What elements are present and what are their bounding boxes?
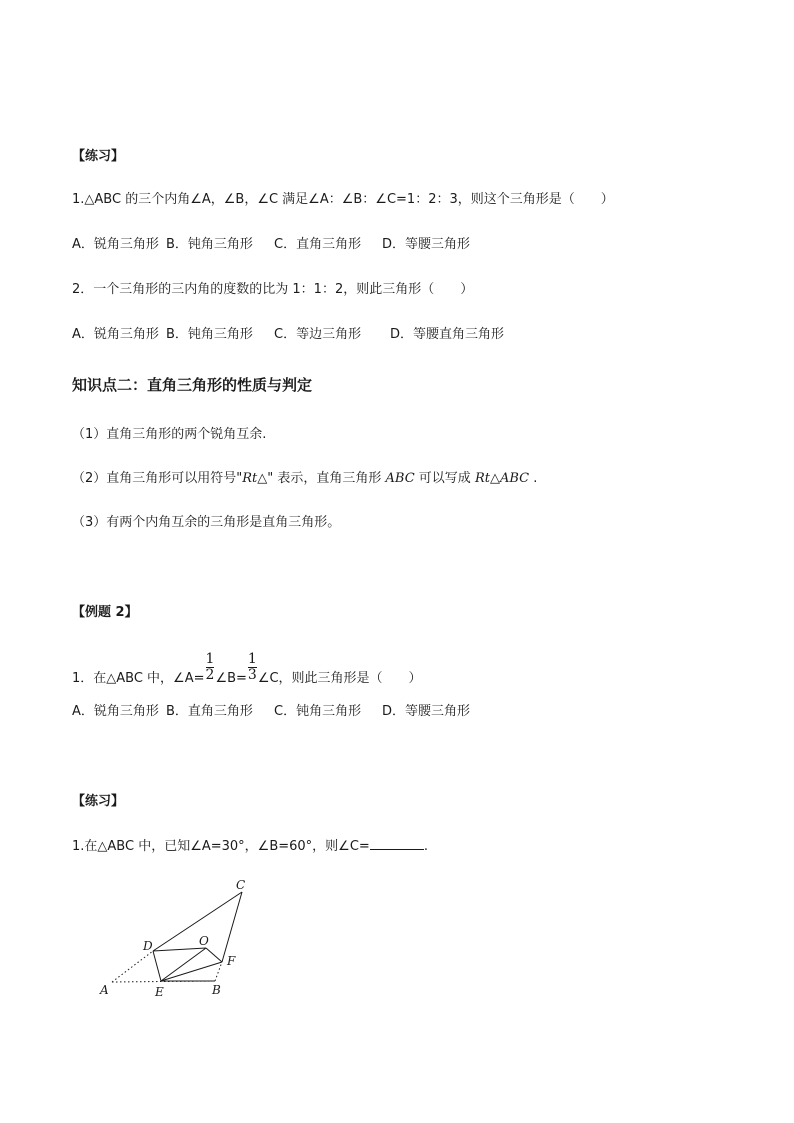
label-o: O [199, 934, 209, 948]
section-heading-knowledge-2: 知识点二：直角三角形的性质与判定 [72, 376, 313, 394]
text-fragment: " 表示，直角三角形 [267, 471, 386, 486]
practice-heading-2: 【练习】 [72, 794, 125, 809]
example-heading-2: 【例题 2】 [72, 605, 138, 620]
text-fragment: ∠B= [215, 671, 247, 686]
option-b: B．钝角三角形 [166, 237, 253, 252]
label-f: F [227, 954, 236, 968]
segment-of [206, 948, 222, 962]
option-d: D．等腰三角形 [382, 704, 471, 719]
option-a: A．锐角三角形 [72, 327, 159, 342]
fraction-denominator: 3 [247, 667, 257, 683]
text-fragment: 1．在△ABC 中，∠A= [72, 671, 205, 686]
option-a: A．锐角三角形 [72, 237, 159, 252]
segment-cf [222, 892, 242, 962]
label-d: D [143, 939, 153, 953]
segment-ef [161, 962, 222, 981]
text-fragment: . [423, 839, 428, 854]
option-b: B．直角三角形 [166, 704, 253, 719]
knowledge2-point-1: （1）直角三角形的两个锐角互余. [72, 427, 267, 442]
practice-heading-1: 【练习】 [72, 149, 125, 164]
option-d: D．等腰三角形 [382, 237, 471, 252]
label-a: A [100, 983, 109, 997]
fraction-numerator: 1 [205, 651, 215, 667]
knowledge2-point-3: （3）有两个内角互余的三角形是直角三角形。 [72, 515, 341, 530]
option-a: A．锐角三角形 [72, 704, 159, 719]
text-fragment: ∠C，则此三角形是（ ） [257, 671, 422, 686]
option-c: C．钝角三角形 [274, 704, 362, 719]
rt-triangle-symbol: Rt△ [242, 471, 268, 486]
fraction-denominator: 2 [205, 667, 215, 683]
segment-bf-dotted [215, 962, 222, 981]
rt-triangle-abc: Rt△ABC [474, 471, 530, 486]
label-b: B [212, 983, 221, 997]
label-e: E [155, 985, 164, 999]
option-d: D．等腰直角三角形 [390, 327, 505, 342]
text-fragment: . [529, 471, 538, 486]
text-fragment: （2）直角三角形可以用符号" [72, 471, 243, 486]
practice1-question-2: 2．一个三角形的三内角的度数的比为 1：1：2，则此三角形（ ） [72, 282, 474, 297]
segment-eo [161, 948, 206, 981]
segment-de [153, 951, 161, 981]
segment-dc [153, 892, 242, 951]
fraction-numerator: 1 [247, 651, 257, 667]
option-c: C．等边三角形 [274, 327, 362, 342]
text-fragment: 1.在△ABC 中，已知∠A=30°，∠B=60°，则∠C= [72, 839, 370, 854]
label-c: C [236, 878, 246, 892]
option-c: C．直角三角形 [274, 237, 362, 252]
text-fragment: 可以写成 [414, 471, 475, 486]
practice1-question-1: 1.△ABC 的三个内角∠A，∠B，∠C 满足∠A：∠B：∠C=1：2：3，则这个三角形是（ ） [72, 192, 614, 207]
triangle-name: ABC [385, 471, 415, 486]
option-b: B．钝角三角形 [166, 327, 253, 342]
segment-do [153, 948, 206, 951]
segment-ad-dotted [112, 951, 153, 982]
